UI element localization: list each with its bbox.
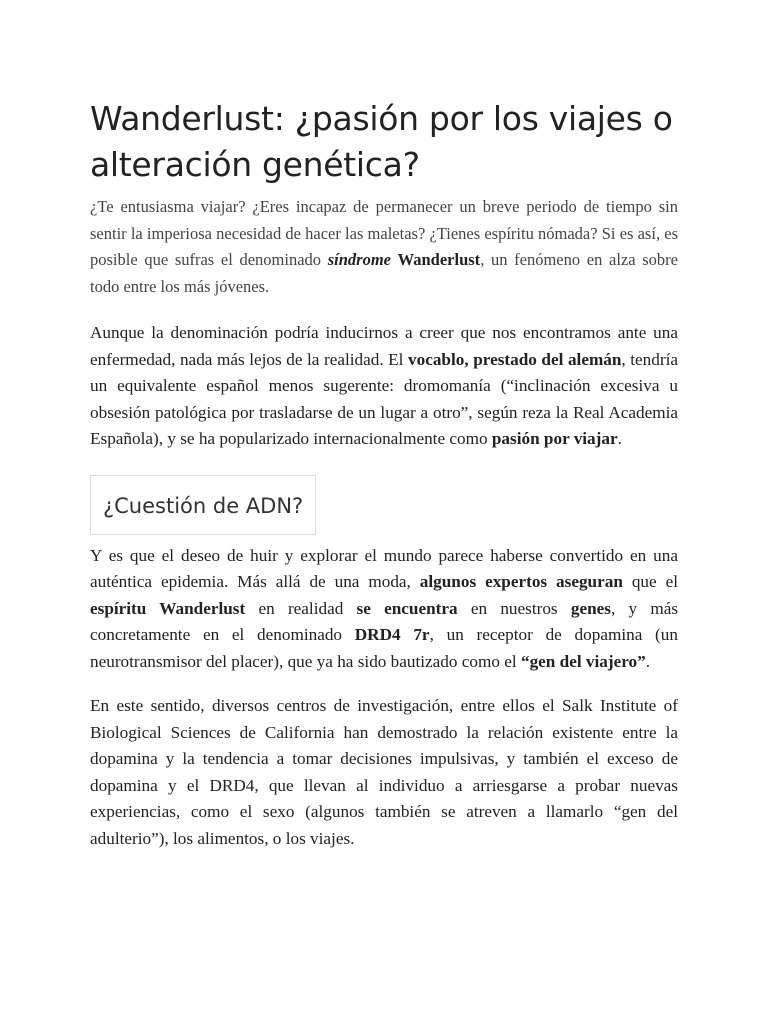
article-title: Wanderlust: ¿pasión por los viajes o alteración genética? (90, 99, 673, 184)
p2-text-7: . (645, 651, 651, 671)
intro-text-1: ¿Te entusiasma viajar? ¿Eres incapaz de permanecer un breve periodo de tiempo sin sentir la imperiosa necesidad de hacer las maletas? ¿Tienes espíritu nómada? Si es así, es posible que sufras el denominado (90, 197, 678, 269)
p1-text-1: Aunque la denominación podría inducirnos a creer que nos encontramos ante una enfermedad, nada más lejos de la realidad. El (90, 323, 678, 369)
intro-text-2 (391, 250, 398, 269)
p2-text-3: en realidad (245, 598, 357, 618)
p2-text-1: Y es que el deseo de huir y explorar el mundo parece haberse convertido en una auténtica epidemia. Más allá de una moda, (90, 545, 678, 591)
intro-bold-wanderlust: Wanderlust (397, 250, 481, 269)
p1-text-2: , tendría un equivalente español menos sugerente: dromomanía (“inclinación excesiva u obsesión patológica por trasladarse de un lugar a otro”, según reza la Real Academia Española), y se ha popularizado internacionalmente como (90, 349, 678, 448)
p2-text-2: que el (622, 572, 678, 591)
intro-paragraph (90, 194, 678, 300)
p1-bold-pasion: pasión por viajar (491, 429, 618, 448)
p2-text-4: en nuestros (457, 598, 571, 618)
p2-bold-expertos: algunos expertos aseguran (419, 572, 623, 591)
paragraph-1 (90, 320, 678, 453)
p2-bold-gen-viajero: “gen del viajero” (520, 651, 646, 671)
p2-bold-encuentra: se encuentra (356, 598, 458, 618)
article (90, 96, 678, 870)
paragraph-3: En este sentido, diversos centros de investigación, entre ellos el Salk Institute of Biological Sciences de California han demostrado la relación existente entre la dopamina y la tendencia a tomar decisiones impulsivas, y también el exceso de dopamina y el DRD4, que llevan al individuo a arriesgarse a probar nuevas experiencias, como el sexo (algunos también se atreven a llamarlo “gen del adulterio”), los alimentos, o los viajes. (90, 696, 678, 848)
intro-bold-sindrome: síndrome (327, 250, 391, 269)
p2-bold-espiritu: espíritu Wanderlust (90, 598, 246, 618)
p2-bold-drd4: DRD4 7r (354, 625, 430, 644)
p2-text-6: , un receptor de dopamina (un neurotransmisor del placer), que ya ha sido bautizado como el (90, 625, 678, 671)
p2-text-5: , y más concretamente en el denominado (90, 598, 679, 644)
p1-bold-vocablo: vocablo, prestado del alemán (408, 349, 622, 369)
intro-text-3: , un fenómeno en alza sobre todo entre los más jóvenes. (90, 250, 679, 296)
section-heading: ¿Cuestión de ADN? (103, 493, 304, 518)
section-heading-box (90, 475, 316, 535)
paragraph-2 (90, 543, 678, 676)
p2-bold-genes: genes (570, 598, 611, 618)
p1-text-3: . (617, 429, 622, 448)
